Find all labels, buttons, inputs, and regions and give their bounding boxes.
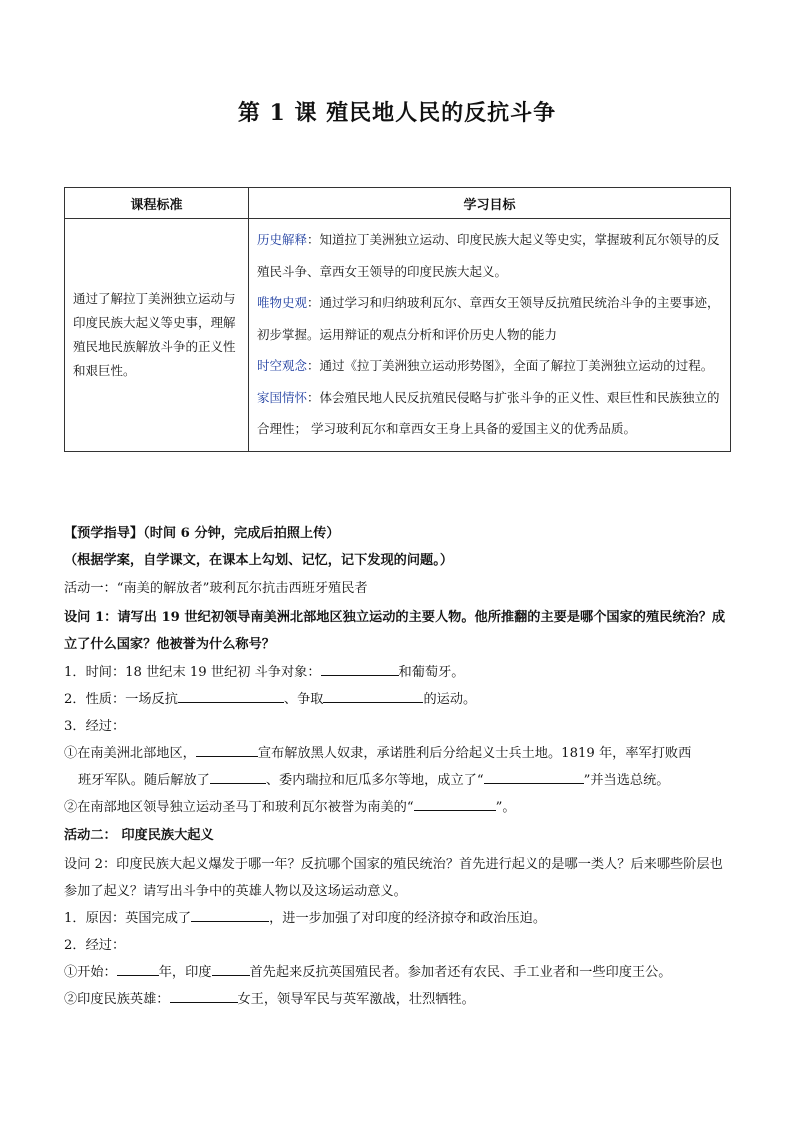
goal-item (257, 350, 722, 382)
item-text: 2．性质：一场反抗 (64, 692, 178, 707)
preview-heading: 【预学指导】（时间 6 分钟，完成后拍照上传） (64, 526, 340, 541)
item-text: ”并当选总统。 (583, 773, 670, 788)
answer-blank[interactable] (191, 908, 269, 922)
activity1-process-1-cont (64, 769, 670, 788)
activity1-process-1 (64, 742, 691, 761)
course-standard-text: 通过了解拉丁美洲独立运动与印度民族大起义等史事，理解殖民地民族解放斗争的正义性和艰巨性。 (65, 219, 249, 452)
item-text: 1．原因：英国完成了 (64, 911, 192, 926)
item-text: 和葡萄牙。 (398, 665, 465, 680)
activity2-item-2: 2．经过： (64, 938, 126, 953)
learning-goals-cell (249, 219, 731, 452)
goal-item (257, 287, 722, 350)
item-text: 首先起来反抗英国殖民者。参加者还有农民、手工业者和一些印度王公。 (249, 965, 672, 980)
item-text: ①开始： (64, 965, 117, 980)
answer-blank[interactable] (414, 797, 496, 811)
answer-blank[interactable] (484, 770, 584, 784)
item-text: ①在南美洲北部地区， (64, 746, 196, 761)
item-text: 女王，领导军民与英军激战，壮烈牺牲。 (237, 992, 475, 1007)
page-title: 第 1 课 殖民地人民的反抗斗争 (237, 100, 557, 126)
item-text: 年，印度 (158, 965, 212, 980)
goal-label: 时空观念 (257, 358, 308, 373)
activity1-title: 活动一：“南美的解放者”玻利瓦尔抗击西班牙殖民者 (64, 581, 368, 596)
goal-text: ：体会殖民地人民反抗殖民侵略与扩张斗争的正义性、艰巨性和民族独立的合理性； 学习玻利瓦尔和章西女王身上具备的爱国主义的优秀品质。 (257, 389, 720, 436)
item-text: ，进一步加强了对印度的经济掠夺和政治压迫。 (269, 911, 547, 926)
answer-blank[interactable] (210, 770, 266, 784)
answer-blank[interactable] (117, 962, 159, 976)
preview-note: （根据学案，自学课文，在课本上勾划、记忆，记下发现的问题。） (64, 553, 454, 568)
answer-blank[interactable] (323, 689, 423, 703)
item-text: 宣布解放黑人奴隶，承诺胜利后分给起义士兵土地。1819 年，率军打败西 (257, 746, 692, 761)
item-text: ②印度民族英雄： (64, 992, 170, 1007)
goal-text: ：通过《拉丁美洲独立运动形势图》，全面了解拉丁美洲独立运动的过程。 (307, 358, 714, 373)
goal-label: 历史解释 (257, 232, 308, 247)
item-text: 1．时间：18 世纪末 19 世纪初 斗争对象： (64, 665, 321, 680)
goal-text: ：通过学习和归纳玻利瓦尔、章西女王领导反抗殖民统治斗争的主要事迹，初步掌握。运用辩证的观点分析和评价历史人物的能力 (257, 295, 720, 342)
activity1-process-2 (64, 796, 516, 815)
item-text: 、委内瑞拉和厄瓜多尔等地，成立了“ (265, 773, 484, 788)
header-learning-goals: 学习目标 (249, 188, 731, 219)
goal-item (257, 382, 722, 445)
answer-blank[interactable] (321, 662, 399, 676)
answer-blank[interactable] (196, 743, 258, 757)
item-text: ”。 (495, 800, 516, 815)
activity1-item-3: 3．经过： (64, 719, 126, 734)
activity2-item-1 (64, 907, 546, 926)
answer-blank[interactable] (178, 689, 284, 703)
activity2-title: 活动二： 印度民族大起义 (64, 828, 214, 843)
goal-label: 家国情怀 (257, 389, 308, 405)
goal-label: 唯物史观 (257, 295, 308, 310)
item-text: 、争取 (283, 692, 324, 707)
activity2-question: 设问 2：印度民族大起义爆发于哪一年？反抗哪个国家的殖民统治？首先进行起义的是哪一类人？后来哪些阶层也参加了起义？请写出斗争中的英雄人物以及这场运动意义。 (64, 857, 723, 899)
standards-table (64, 187, 731, 452)
item-text: 班牙军队。随后解放了 (78, 773, 210, 788)
activity2-process-1 (64, 961, 672, 980)
goal-item (257, 224, 722, 287)
activity1-item-2 (64, 688, 476, 707)
answer-blank[interactable] (212, 962, 250, 976)
header-course-standard: 课程标准 (65, 188, 249, 219)
activity1-item-1 (64, 661, 464, 680)
activity1-question: 设问 1：请写出 19 世纪初领导南美洲北部地区独立运动的主要人物。他所推翻的主要是哪个国家的殖民统治？成立了什么国家？他被誉为什么称号？ (64, 610, 726, 652)
item-text: ②在南部地区领导独立运动圣马丁和玻利瓦尔被誉为南美的“ (64, 800, 414, 815)
activity2-process-2 (64, 988, 475, 1007)
goal-text: ：知道拉丁美洲独立运动、印度民族大起义等史实，掌握玻利瓦尔领导的反殖民斗争、章西女王领导的印度民族大起义。 (257, 232, 720, 279)
answer-blank[interactable] (170, 989, 238, 1003)
item-text: 的运动。 (423, 692, 477, 707)
